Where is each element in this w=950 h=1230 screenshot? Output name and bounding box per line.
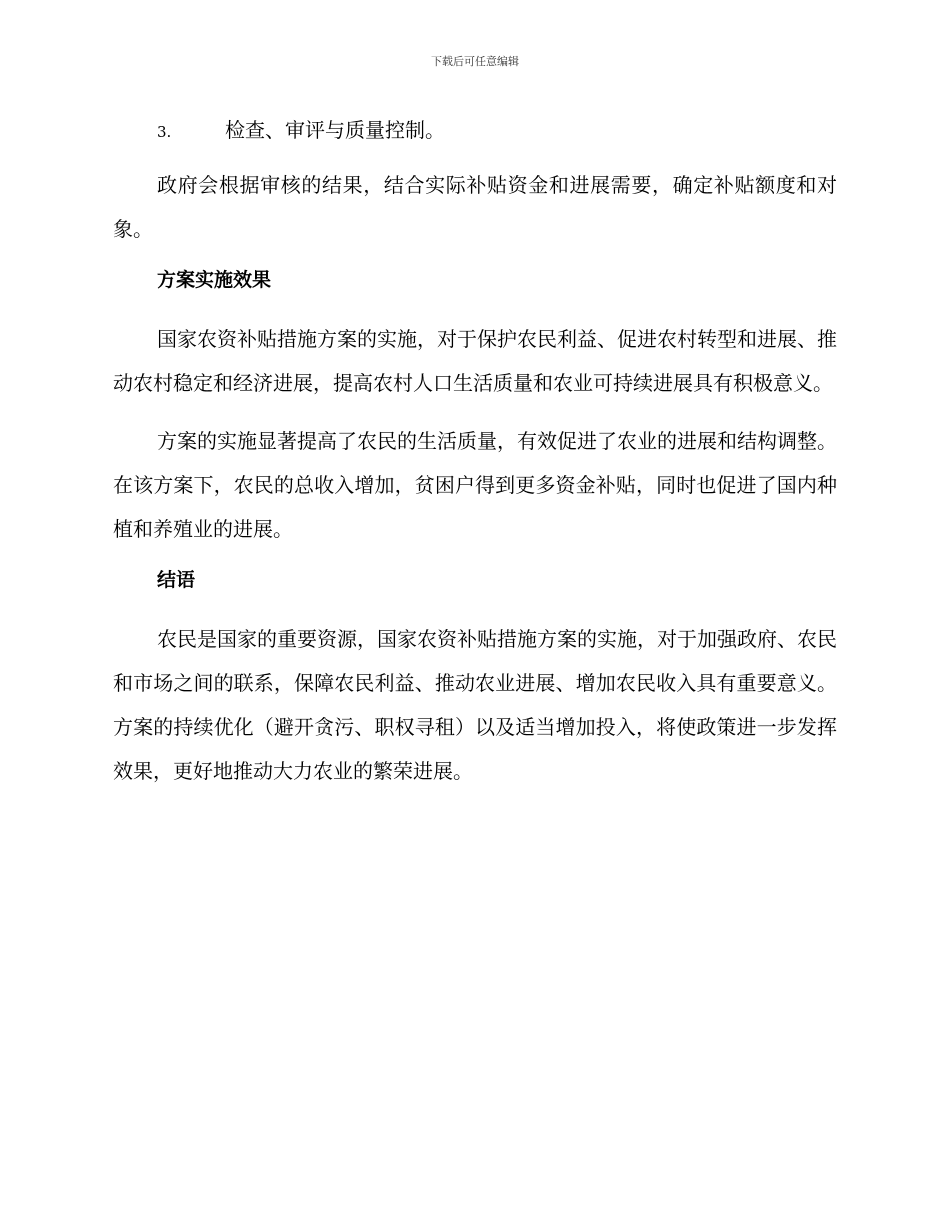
section-heading-effect: 方案实施效果 (157, 269, 272, 291)
page-header-note: 下载后可任意编辑 (431, 55, 519, 68)
paragraph-effect-results: 方案的实施显著提高了农民的生活质量，有效促进了农业的进展和结构调整。在该方案下，农民的总收入增加，贫困户得到更多资金补贴，同时也促进了国内种植和养殖业的进展。 (113, 429, 837, 541)
list-item-number: 3. (157, 123, 172, 141)
paragraph-subsidy-determination: 政府会根据审核的结果，结合实际补贴资金和进展需要，确定补贴额度和对象。 (113, 173, 837, 241)
list-item-text: 检查、审评与质量控制。 (225, 118, 445, 142)
numbered-list-item (157, 115, 837, 147)
document-body (113, 115, 837, 807)
paragraph-conclusion: 农民是国家的重要资源，国家农资补贴措施方案的实施，对于加强政府、农民和市场之间的联系，保障农民利益、推动农业进展、增加农民收入具有重要意义。方案的持续优化（避开贪污、职权寻租）以及适当增加投入，将使政策进一步发挥效果，更好地推动大力农业的繁荣进展。 (113, 627, 837, 783)
section-heading-conclusion: 结语 (157, 569, 196, 591)
paragraph-effect-significance: 国家农资补贴措施方案的实施，对于保护农民利益、促进农村转型和进展、推动农村稳定和经济进展，提高农村人口生活质量和农业可持续进展具有积极意义。 (113, 327, 837, 395)
